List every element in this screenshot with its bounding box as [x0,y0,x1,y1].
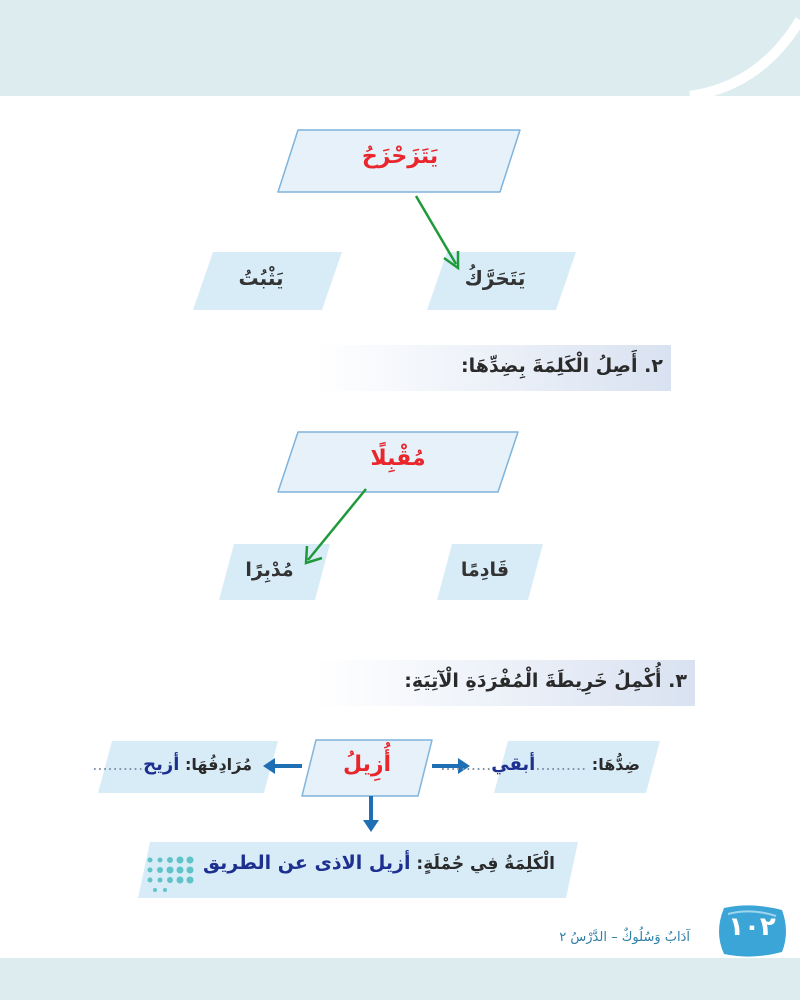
synonym-label: مُرَادِفُهَا: [185,755,252,774]
section1-top-word: يَتَزَحْزَحُ [361,144,439,169]
synonym-answer: أزيح [143,754,180,775]
sentence-label: الْكَلِمَةُ فِي جُمْلَةٍ: [416,854,555,874]
section1-option-2: يَثْبُتُ [238,266,284,290]
sentence-line [203,852,555,874]
antonym-dots-left: .......... [440,755,492,774]
section2-heading: ٢. أَصِلُ الْكَلِمَةَ بِضِدِّهَا: [461,355,663,377]
sentence-answer: أزيل الاذى عن الطريق [202,852,411,874]
synonym-line [92,754,252,775]
section2-option-2: مُدْبِرًا [245,559,294,581]
synonym-dots: .......... [92,755,144,774]
section3-center-word: أُزِيلُ [342,752,392,777]
antonym-dots-right: .......... [535,755,587,774]
section1-option-1: يَتَحَرَّكُ [464,266,526,290]
section3-heading: ٣. أُكْمِلُ خَرِيطَةَ الْمُفْرَدَةِ الْآتِيَةِ: [404,670,687,692]
bottom-footer-band [0,958,800,1000]
antonym-line [440,754,640,775]
antonym-label: ضِدُّهَا: [591,755,640,774]
section2-top-word: مُقْبِلًا [370,446,426,471]
page-number: ١٠٢ [728,912,776,942]
footer-lesson-title: آدَابٌ وَسُلُوكٌ – الدَّرْسُ ٢ [559,930,690,945]
antonym-answer: أبقي [491,754,536,775]
section2-option-1: قَادِمًا [460,559,510,581]
